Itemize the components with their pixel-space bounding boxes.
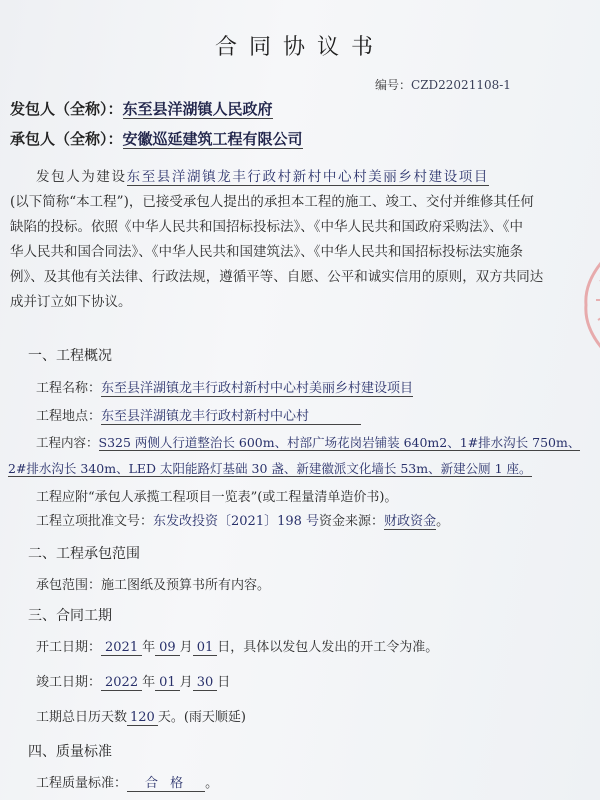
project-site-value: 东至县洋湖镇龙丰行政村新村中心村	[101, 409, 361, 425]
section-1-heading: 一、工程概况	[28, 348, 112, 364]
intro-line-5: 例》、及其他有关法律、行政法规，遵循平等、自愿、公平和诚实信用的原则，双方共同达	[10, 269, 544, 285]
fund-label: 资金来源：	[319, 514, 385, 529]
intro-text: 发包人为建设	[36, 169, 127, 185]
end-year: 2022	[101, 675, 142, 691]
contractor-name: 安徽巡延建筑工程有限公司	[122, 130, 303, 148]
end-day: 30	[193, 675, 218, 691]
document-title: 合同协议书	[214, 35, 385, 60]
fund-end: 。	[436, 514, 450, 529]
year-char: 年	[142, 640, 156, 655]
scope-row	[36, 574, 270, 593]
end-date-label: 竣工日期：	[36, 675, 102, 690]
intro-line-6: 成并订立如下协议。	[10, 294, 132, 310]
month-char: 月	[179, 675, 193, 690]
project-site-label: 工程地点：	[36, 409, 102, 424]
doc-no-value: CZD22021108-1	[411, 78, 511, 92]
total-days-value: 120	[127, 710, 158, 726]
section-4-heading: 四、质量标准	[28, 744, 112, 760]
start-date-row	[36, 636, 438, 655]
employer-label: 发包人（全称）：	[10, 100, 123, 118]
document-number	[375, 76, 511, 93]
start-date-label: 开工日期：	[36, 640, 102, 655]
doc-no-label: 编号：	[375, 78, 412, 92]
scope-label: 承包范围：	[36, 578, 102, 593]
contractor-label: 承包人（全称）：	[10, 130, 123, 148]
start-day: 01	[193, 640, 218, 656]
project-name-value: 东至县洋湖镇龙丰行政村新村中心村美丽乡村建设项目	[101, 381, 414, 396]
quality-row	[36, 772, 218, 791]
start-note: ，具体以发包人发出的开工令为准。	[230, 640, 439, 655]
year-char: 年	[142, 675, 156, 690]
red-seal-stamp	[570, 250, 600, 360]
month-char: 月	[179, 640, 193, 655]
total-days-label: 工期总日历天数	[36, 710, 128, 725]
project-name-inline: 东至县洋湖镇龙丰行政村新村中心村美丽乡村建设项目	[126, 169, 490, 185]
end-date-row	[36, 671, 230, 690]
start-month: 09	[155, 640, 180, 656]
employer-line	[10, 98, 273, 119]
section-2-heading: 二、工程承包范围	[28, 546, 140, 562]
project-content-row-2	[8, 459, 532, 477]
start-year: 2021	[101, 640, 142, 656]
end-month: 01	[155, 675, 180, 691]
quality-value: 合 格	[127, 776, 205, 792]
approval-label: 工程立项批准文号：	[36, 514, 154, 529]
project-content-line-1: S325 两侧人行道整治长 600m、村部广场花岗岩铺装 640m2、1#排水沟长 750m、	[98, 435, 581, 450]
approval-row	[36, 510, 449, 529]
project-name-label: 工程名称：	[36, 381, 102, 396]
day-char: 日	[217, 675, 231, 690]
day-char: 日	[217, 640, 231, 655]
approval-number: 东发改投资〔2021〕198 号	[153, 514, 320, 529]
project-content-label: 工程内容：	[36, 435, 99, 450]
project-list-note: 工程应附“承包人承揽工程项目一览表”(或工程量清单造价书)。	[36, 490, 398, 505]
intro-line-2: (以下简称“本工程”)，已接受承包人提出的承担本工程的施工、竣工、交付并维修其任何	[10, 194, 534, 210]
project-content-row	[36, 433, 580, 451]
fund-source: 财政资金	[384, 514, 437, 529]
project-content-line-2: 2#排水沟长 340m、LED 太阳能路灯基础 30 盏、新建徽派文化墙长 53m、新建公厕 1 座。	[8, 461, 532, 476]
intro-paragraph	[10, 165, 595, 315]
project-name-row	[36, 377, 413, 396]
intro-line-1	[10, 165, 595, 190]
employer-name: 东至县洋湖镇人民政府	[122, 100, 273, 118]
quality-end: 。	[205, 776, 219, 791]
intro-line-4: 华人民共和国合同法》、《中华人民共和国建筑法》、《中华人民共和国招标投标法实施条	[10, 244, 523, 260]
section-3-heading: 三、合同工期	[28, 608, 112, 624]
intro-line-3: 缺陷的投标。依照《中华人民共和国招标投标法》、《中华人民共和国政府采购法》、《中	[10, 219, 523, 235]
total-days-row	[36, 706, 246, 725]
project-site-row	[36, 405, 361, 424]
scope-value: 施工图纸及预算书所有内容。	[101, 578, 271, 593]
total-days-note: 天。(雨天顺延)	[157, 710, 246, 725]
quality-label: 工程质量标准：	[36, 776, 128, 791]
contractor-line	[10, 128, 303, 149]
